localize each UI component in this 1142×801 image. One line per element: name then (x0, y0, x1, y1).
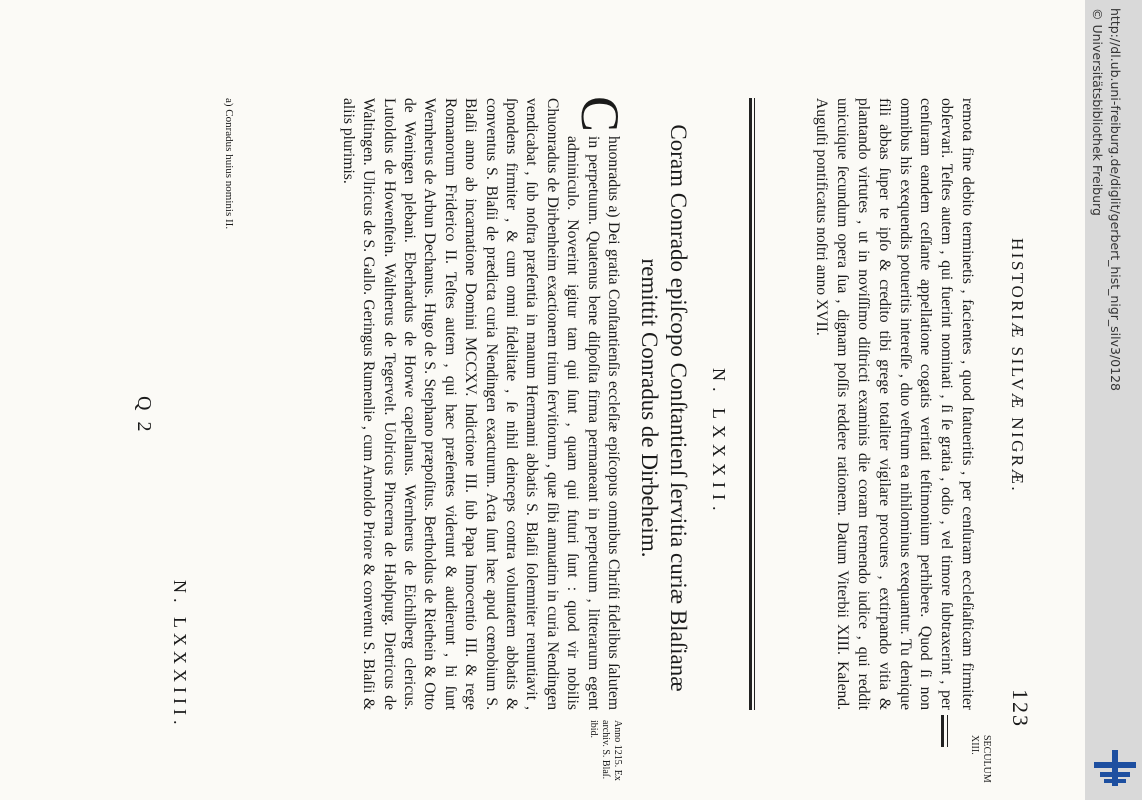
charter-number: N. LXXXII. (709, 368, 729, 517)
next-charter-number: N. LXXXIII. (170, 580, 190, 730)
charter-divider (747, 98, 755, 710)
charter-text-body: huonradus a) Dei gratia Conſtantienſis eccleſiæ epiſcopus omnibus Chriſti fidelibus ſalutem in perpetuum. Quatenus bene diſpoſita firma permaneant in perpetuum , litterarum egent adminiculo. Noverint igitur tam qui ſunt , quam qui futuri ſunt : quod vir nobilis Chuonradus de Dirbenheim exactionem trium ſervitiorum , quæ ſibi annuatim in curia Nendingen vendicabat , ſub noſtra præſentia in manum Hermanni abbatis S. Blaſii ſolemniter renuntiavit , ſpondens firmiter , & cum omni fidelitate , ſe nihil deinceps contra voluntatem abbatis & conventus S. Blaſii de prædicta curia Nendingen exacturum. Acta ſunt hæc apud cœnobium S. Blaſii anno ab incarnatione Domini MCCXV. Indictione III. ſub Papa Innocentio III. & rege Romanorum Friderico II. Teſtes autem , qui hæc præſentes viderunt & audierunt , hi ſunt Wernherus de Arbun Dechanus. Hugo de S. Stephano præpoſitus. Bertholdus de Riethein & Otto de Weningen plebani. Eberhardus de Horwe capellanus. Wernherus de Eichilberg clericus. Lutoldus de Howenſtein. Waltherus de Tegervelt. Uolricus Pincerna de Habſpurg. Dietricus de Waltingen. Ulricus de S. Gallo. Geringus Rumenlie , cum Arnoldo Priore & conventu S. Blaſii & aliis plurimis. (339, 98, 622, 710)
footnote: a) Conradus huius nominis II. (223, 98, 235, 230)
page-number: 123 (1008, 689, 1033, 728)
drop-cap-initial: C (570, 96, 630, 133)
charter-margin-note: Anno 1215. Ex archiv. S. Blaſ. ibid. (588, 720, 623, 781)
charter-text (337, 96, 630, 710)
signature-mark: Q 2 (133, 396, 155, 435)
copyright-text: © Universitätsbibliothek Freiburg (1090, 8, 1105, 216)
ub-freiburg-logo-icon[interactable] (1092, 748, 1138, 788)
body-paragraph (811, 98, 977, 710)
charter-title: Coram Conrado epiſcopo Conſtantienſ ſervitia curiæ Blaſianæ remittit Conradus de Dirbeheim. (637, 124, 691, 692)
body-paragraph-text: remota fine debito terminetis , facientes , quod ſtatueritis , per cenſuram eccleſiaſticam firmiter obſervari. Teſtes autem , qui fuerint nominati , ſi ſe gratia , odio , vel timore ſubtraxerint , per cenſuram eandem ceſſante appellatione cogatis veritati teſtimonium perhibere. Quod ſi non omnibus his exequendis potueritis intereſſe , duo veſtrum ea nihilominus exequantur. Tu denique fili abbas ſuper te ipſo & credito tibi grege totaliter vigilare procures , extirpando vitia & plantando virtutes , ut in noviſſimo diſtricti examinis die coram tremendo iudice , qui reddit unicuique ſecundum opera ſua , dignam poſſis reddere rationem. Datum Viterbii XIII. Kalend. Auguſti pontificatus noſtri anno XVII. (813, 98, 976, 710)
source-url-link[interactable]: http://dl.ub.uni-freiburg.de/diglit/gerbert_hist_nigr_silv3/0128 (1108, 8, 1123, 391)
page-header (995, 88, 1033, 728)
running-title: HISTORIÆ SILVÆ NIGRÆ. (1008, 238, 1027, 494)
side-rule (938, 715, 948, 747)
century-side-note: SECULUM XIII. (969, 735, 992, 783)
